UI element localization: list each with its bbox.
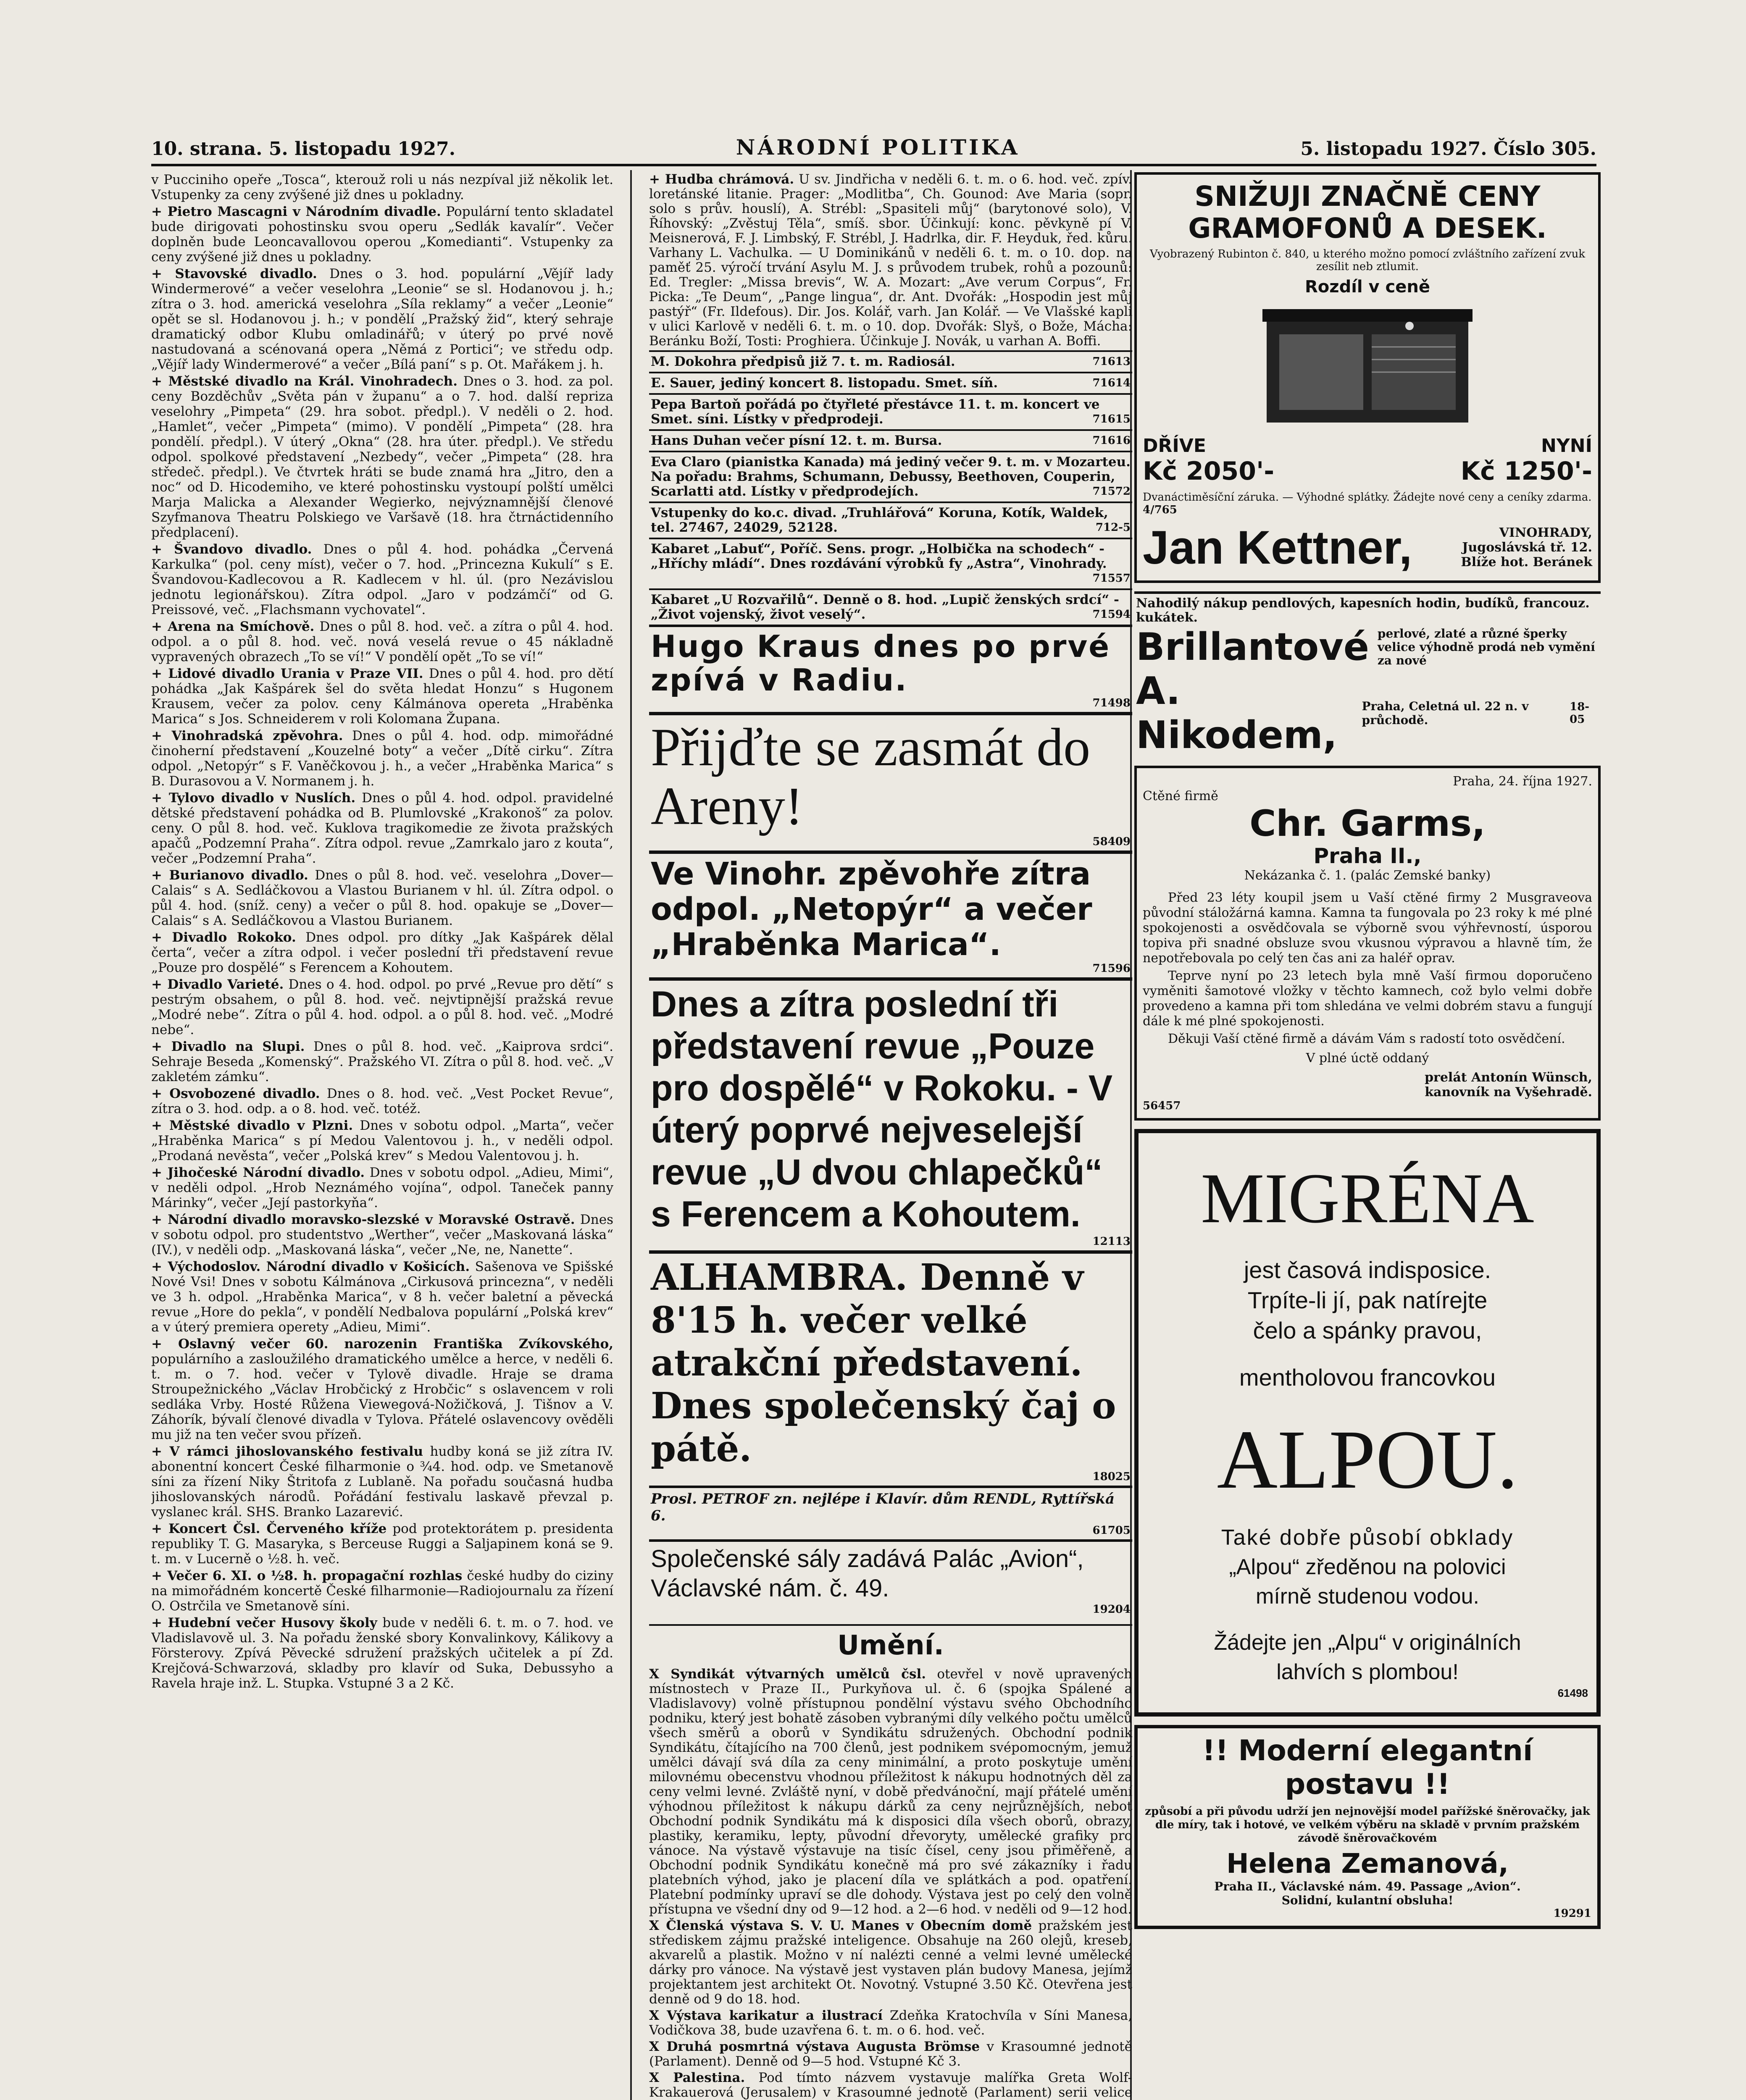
small-ad: [649, 501, 1132, 538]
small-ad: [649, 429, 1132, 451]
alhambra-ad: [649, 1250, 1132, 1486]
notice-heading: + Městské divadlo na Král. Vinohradech.: [151, 374, 458, 389]
theatre-notice: [151, 1086, 613, 1116]
petrof-ad-text: Prosl. PETROF zn. nejlépe i Klavír. dům RENDL, Ryttířská 6.: [651, 1491, 1115, 1524]
migrena-line: lahvích s plombou!: [1276, 1660, 1459, 1684]
notice-text: Dnes o půl 4. hod. pro dětí pohádka „Jak Kašpárek šel do světa hledat Honzu“ s Hugonem Krausem, večer za polov. ceny Kálmánova opereta „Hraběnka Marica“ s Jos. Schneiderem v roli Kolomana Župana.: [151, 666, 613, 727]
notice-text: U sv. Jindřicha v neděli 6. t. m. o 6. hod. več. zpív. loretánské litanie. Prager: „Modlitba“, Ch. Gounod: Ave Maria (sopr. solo s prův. houslí), A. Strébl: „Spasiteli můj“ (barytonové solo), V. Říhovský: „Zvěstuj Těla“, smíš. sbor. Účinkují: konc. pěvkyně pí V. Meisnerová, F. J. Limbský, F. Strébl, J. Hadrlka, dir. F. Heyduk, řed. kůru. Varhany L. Vachulka. — U Dominikánů v neděli 6. t. m. o 10. dop. na paměť 25. výročí trvání Asylu M. J. s průvodem trubek, rohů a pozounů: Ed. Tregler: „Missa brevis“, W. A. Mozart: „Ave verum Corpus“, Fr. Picka: „Te Deum“, „Pange lingua“, dr. Ant. Dvořák: „Hospodin jest můj pastýř“ (Fr. Ildefous). Dir. Jos. Kolář, varh. Jan Kolář. — Ve Vlašské kapli v ulici Karlově v neděli 6. t. m. o 10. dop. Dvořák: Slyš, o Bože, Mácha: Beránku Boží, Tosti: Proghiera. Účinkuje J. Novák, u varhan A. Boffi.: [649, 172, 1132, 349]
zemanova-text: způsobí a při původu udrží jen nejnovější model pařížské šněrovačky, jak dle míry, tak i hotové, ve velkém výběru na skladě v prvním pražském závodě šněrovačkovém: [1145, 1805, 1590, 1845]
column-rule: [630, 170, 632, 2100]
notice-heading: X Druhá posmrtná výstava Augusta Brömse: [649, 2039, 980, 2054]
ads-column: [1134, 172, 1601, 2100]
gram-warranty: Dvanáctiměsíční záruka. — Výhodné splátky. Žádejte nové ceny a ceníky zdarma.: [1143, 491, 1592, 504]
small-ad-text: Kabaret „Labuť“, Poříč. Sens. progr. „Holbička na schodech“ - „Hříchy mládí“. Dnes rozdávání výrobků fy „Astra“, Vinohrady.: [651, 541, 1107, 571]
garms-city: Praha II.,: [1313, 844, 1422, 868]
garms-name: Chr. Garms,: [1249, 803, 1486, 845]
masthead: NÁRODNÍ POLITIKA: [736, 135, 1020, 160]
ad-code: 56457: [1143, 1100, 1181, 1112]
zemanova-ad: [1134, 1725, 1601, 1929]
notice-text: otevřel v nově upravených místnostech v Praze II., Purkyňova ul. č. 6 (spojka Spálené a Vladislavovy) volně přístupnou pondělní výstavu svého Obchodního podniku, který jest bohatě zásoben vybranými díly velkého počtu umělců všech směrů a oborů v Syndikátu sdružených. Obchodní podnik Syndikátu, čítajícího na 700 členů, jest podnikem svépomocným, jemuž umělci dávají svá díla za ceny minimální, a proto poskytuje umění milovnému obecenstvu vhodnou příležitost k nákupu hodnotných děl za ceny velmi levné. Zvláště nyní, v době předvánoční, mají přátelé umění výhodnou příležitost k nákupu dárků za ceny nejrůznějších, neboť Obchodní podnik Syndikátu má k disposici díla všech oborů, obrazy, plastiky, keramiku, lepty, původní dřevoryty, umělecké grafiky pro vánoce. Na výstavě výstavuje na tisíc čísel, ceny jsou přiměřeně, a Obchodní podnik Syndikátu konečně má pro své zákazníky i řadu platebních výhod, jako je placení díla ve splátkách a pod. opatření. Platební podmínky upraví se dle dohody. Výstava jest po celý den volně přístupna ve všední dny od 9—12 hod. a 2—6 hod. v neděli od 9—12 hod.: [649, 1667, 1132, 1917]
small-ad-text: E. Sauer, jediný koncert 8. listopadu. Smet. síň.: [651, 375, 998, 391]
garms-body: Před 23 léty koupil jsem u Vaší ctěné firmy 2 Musgraveova původní stáložárná kamna. Kamna ta fungovala po 23 roky k mé plné spokojenosti a osvědčovala se výborně svou výhřevností, úsporou topiva při snadné obsluze svou vkusnou výpravou a hlavně tím, že nepotřebovala po celý ten čas ani za haléř oprav.: [1143, 890, 1592, 966]
notice-heading: + Městské divadlo v Plzni.: [151, 1118, 353, 1133]
notice-heading: X Výstava karikatur a ilustrací: [649, 2008, 883, 2023]
small-ad: [649, 350, 1132, 372]
notice-text: Pod tímto názvem vystavuje malířka Greta Wolf-Krakauerová (Jerusalem) v Krasoumné jednotě (Parlament) serii velice: [649, 2070, 1132, 2100]
art-notice: [649, 2040, 1132, 2069]
zemanova-address: Praha II., Václavské nám. 49. Passage „Avion“.: [1214, 1880, 1521, 1893]
kettner-address: Jugoslávská tř. 12.: [1462, 540, 1592, 555]
avion-ad: [649, 1539, 1132, 1618]
kettner-address: VINOHRADY,: [1499, 525, 1592, 540]
notice-text: Dnes v sobotu odpol. „Marta“, večer „Hraběnka Marica“ s pí Medou Valentovou j. h., v neděli odpol. „Prodaná nevěsta“, večer „Polská krev“ s Medou Valentovou j. h.: [151, 1118, 613, 1163]
notice-text: hudby koná se již zítra IV. abonentní koncert České filharmonie o ¾4. hod. odp. ve Smetanově síni za řízení Niky Štritofa z Lublaně. Na pořadu současná hudba jihoslovanských národů. Pořádání festivalu laskavě převzal p. vyslanec král. SHS. Branko Lazarević.: [151, 1444, 613, 1520]
notice-heading: + Východoslov. Národní divadlo v Košicích.: [151, 1259, 470, 1274]
notice-heading: + Hudební večer Husovy školy: [151, 1615, 377, 1630]
notice-text: bude v neděli 6. t. m. o 7. hod. ve Vladislavově ul. 3. Na pořadu ženské sbory Konvalinkovy, Kálikovy a Försterovy. Zpívá Pěvecké sdružení pražských učitelek a pí Zd. Krejčová-Schwarzová, skladby pro klavír od Suka, Debussyho a Ravela hraje inž. L. Stupka. Vstupné 3 a 2 Kč.: [151, 1615, 613, 1691]
notice-heading: X Palestina.: [649, 2070, 745, 2085]
notice-heading: + Divadlo Rokoko.: [151, 930, 296, 945]
small-ad: [649, 451, 1132, 501]
ad-code: 12113: [1092, 1235, 1131, 1248]
netopyr-ad-text: Ve Vinohr. zpěvohře zítra odpol. „Netopýr“ a večer „Hraběnka Marica“.: [651, 856, 1092, 963]
migrena-title: MIGRÉNA: [1201, 1159, 1534, 1238]
ad-code: 18025: [1092, 1470, 1131, 1483]
theatre-notice: [151, 1444, 613, 1520]
header-right: 5. listopadu 1927. Číslo 305.: [1300, 138, 1596, 160]
theatre-notice: [151, 172, 613, 202]
nikodem-name: A. Nikodem,: [1136, 669, 1337, 757]
rokoko-ad: [649, 977, 1132, 1250]
ad-code: 71594: [1092, 608, 1131, 621]
notice-heading: + Hudba chrámová.: [649, 172, 794, 187]
small-ad-text: Pepa Bartoň pořádá po čtyřleté přestávce 11. t. m. koncert ve Smet. síni. Lístky v předprodeji.: [651, 397, 1100, 427]
ad-code: 71615: [1092, 413, 1131, 425]
rokoko-ad-text: Dnes a zítra poslední tři představení revue „Pouze pro dospělé“ v Rokoku. - V úterý poprvé nejveselejší revue „U dvou chlapečků“ s Ferencem a Kohoutem.: [651, 984, 1113, 1234]
notice-heading: + Burianovo divadlo.: [151, 868, 308, 883]
alhambra-ad-text: ALHAMBRA. Denně v 8'15 h. večer velké atrakční představení. Dnes společenský čaj o pátě.: [651, 1256, 1116, 1470]
art-notice: [649, 2071, 1132, 2100]
ad-code: 71572: [1092, 485, 1131, 498]
migrena-line: Také dobře působí obklady: [1221, 1525, 1514, 1550]
small-ad-text: Kabaret „U Rozvařilů“. Denně o 8. hod. „Lupič ženských srdcí“ - „Život vojenský, život veselý“.: [651, 592, 1119, 622]
notice-text: Dnes o půl 4. hod. pohádka „Červená Karkulka“ (pol. ceny míst), večer o 7. hod. „Princezna Kukulí“ s E. Švandovou-Kadlecovou a R. Kadlecem v hl. úl. (pro Nezávislou jednotu legionářskou). Zítra odpol. „Jaro v podzámčí“ od G. Preissové, več. „Flachsmann vychovatel“.: [151, 542, 613, 617]
notice-heading: + Oslavný večer 60. narozenin Františka Zvíkovského,: [151, 1336, 613, 1352]
small-ad: [649, 372, 1132, 393]
notice-text: populárního a zasloužilého dramatického umělce a herce, v neděli 6. t. m. o 7. hod. večer v Tylově divadle. Hraje se drama Stroupežnického „Václav Hrobčický z Hrobčic“ s oslavencem v roli sedláka Vrby. Hosté Růžena Viewegová-Nožičková, J. Tišnov a V. Záhorík, bývalí členové divadla v Tylova. Přátelé oslavencovy ověděli mu již na ten večer svou přízeň.: [151, 1352, 613, 1442]
notice-text: Dnes o půl 8. hod. več. veselohra „Dover—Calais“ s A. Sedláčkovou a Vlastou Burianem v hl. úl. Zítra odpol. o půl 4. hod. (sníž. ceny) a večer o půl 8. hod. opakuje se „Dover—Calais“ s A. Sedláčkovou a Vlastou Burianem.: [151, 868, 613, 928]
theatre-notice: [151, 1521, 613, 1567]
notice-heading: + Národní divadlo moravsko-slezské v Moravské Ostravě.: [151, 1212, 575, 1227]
notice-heading: + Koncert Čsl. Červeného kříže: [151, 1521, 387, 1536]
gram-title: SNIŽUJI ZNAČNĚ CENY GRAMOFONŮ A DESEK.: [1188, 180, 1547, 244]
small-ad: [649, 393, 1132, 429]
church-music-notice: [649, 172, 1132, 349]
notice-text: Dnes v sobotu odpol. „Adieu, Mimi“, v neděli odpol. „Hrob Neznámého vojína“, odpol. Taneček panny Márinky“, večer „Její pastorkyňa“.: [151, 1165, 613, 1210]
migrena-line: „Alpou“ zředěnou na polovici: [1229, 1555, 1506, 1579]
notice-heading: X Členská výstava S. V. U. Manes v Obecním domě: [649, 1918, 1032, 1933]
header-left: 10. strana. 5. listopadu 1927.: [151, 138, 456, 160]
music-ads-column: [649, 172, 1132, 2100]
ad-code: 71613: [1092, 355, 1131, 368]
garms-signature: kanovník na Vyšehradě.: [1425, 1085, 1592, 1100]
theatre-column: [151, 172, 613, 2100]
migrena-line: Trpíte-li jí, pak natírejte: [1247, 1287, 1488, 1313]
theatre-notice: [151, 728, 613, 789]
garms-signature: prelát Antonín Wünsch,: [1425, 1070, 1592, 1085]
ad-code: 58409: [1092, 835, 1131, 848]
notice-text: Zdeňka Kratochvíla v Síni Manesa, Vodičkova 38, bude uzavřena 6. t. m. o 6. hod. več.: [649, 2008, 1132, 2038]
arena-ad: [649, 712, 1132, 850]
garms-body: Děkuji Vaší ctěné firmě a dávám Vám s radostí toto osvědčení.: [1168, 1032, 1565, 1046]
notice-heading: + Vinohradská zpěvohra.: [151, 728, 343, 743]
notice-text: Sašenova ve Spišské Nové Vsi! Dnes v sobotu Kálmánova „Cirkusová princezna“, v neděli ve 3 h. odpol. „Hraběnka Marica“, v 8 h. večer baletní a pěvecká revue „Hore do pekla“, v pondělí Nedbalova populární „Polská krev“ a v úterý premiera operety „Adieu, Mimi“.: [151, 1259, 613, 1335]
kettner-address: Blíže hot. Beránek: [1461, 555, 1592, 570]
notice-text: pražském jest střediskem zájmu pražské inteligence. Obsahuje na 260 olejů, kreseb, akvarelů a plastik. Možno v ní nalézti cenné a velmi levné umělecké dárky pro vánoce. Na výstavě jest vystaven plán budovy Manesa, jejímž projektantem jest architekt Ot. Novotný. Vstupné 3.50 Kč. Otevřena jest denně od 9 do 18. hod.: [649, 1918, 1132, 2007]
ad-code: 19204: [1092, 1603, 1131, 1616]
notice-text: Dnes o 3. hod. populární „Vějíř lady Windermerové“ a večer veselohra „Leonie“ se sl. Hodanovou j. h.; zítra o 3. hod. americká veselohra „Síla reklamy“ a večer „Leonie“ opět se sl. Hodanovou j. h.; v pondělí „Pražský žid“, který sehraje dramatický odbor Klubu omladinářů; v úterý po prvé nově nastudovaná a scénovaná opera „Němá z Portici“; ve středu odp. „Vějíř lady Windermerové“ a večer „Bílá paní“ s p. Ot. Mařákem j. h.: [151, 266, 613, 372]
ad-code: 61498: [1557, 1687, 1588, 1699]
garms-testimonial: [1134, 766, 1601, 1121]
notice-heading: + Tylovo divadlo v Nuslích.: [151, 790, 356, 806]
price-now: Kč 1250'-: [1460, 457, 1592, 486]
notice-heading: + Osvobozené divadlo.: [151, 1086, 320, 1101]
notice-heading: + Švandovo divadlo.: [151, 542, 312, 557]
theatre-notice: [151, 930, 613, 975]
notice-text: v Krasoumné jednotě (Parlament). Denně od 9—5 hod. Vstupné Kč 3.: [649, 2039, 1132, 2069]
kraus-ad-text: Hugo Kraus dnes po prvé zpívá v Radiu.: [651, 629, 1111, 698]
gram-diff: Rozdíl v ceně: [1305, 277, 1430, 297]
ad-code: 19291: [1553, 1907, 1591, 1920]
migrena-ad: [1134, 1129, 1601, 1717]
notice-heading: + Divadlo na Slupi.: [151, 1039, 305, 1054]
garms-salutation: Ctěné firmě: [1143, 789, 1218, 803]
migrena-line: jest časová indisposice.: [1244, 1257, 1491, 1283]
ad-code: 712-5: [1095, 521, 1131, 534]
notice-heading: + Večer 6. XI. o ½8. h. propagační rozhlas: [151, 1568, 463, 1583]
theatre-notice: [151, 1568, 613, 1614]
theatre-notice: [151, 542, 613, 617]
notice-text: české hudby do ciziny na mimořádném koncertě České filharmonie—Radiojournalu za řízení O. Ostrčila ve Smetanově síni.: [151, 1568, 613, 1614]
price-before: Kč 2050'-: [1143, 457, 1275, 486]
zemanova-name: Helena Zemanová,: [1226, 1848, 1509, 1880]
garms-closing: V plné úctě oddaný: [1306, 1051, 1429, 1066]
cabinet-door: [1279, 334, 1363, 410]
notice-text: Dnes o půl 4. hod. odpol. pravidelné dětské představení pohádka od B. Plumlovské „Krakonoš“ za polov. ceny. O půl 8. hod. več. Kuklova tragikomedie ze života pražských apačů „Podzemní Praha“. Zítra odpol. revue „Zamrkalo jaro z kouta“, večer „Podzemní Praha“.: [151, 790, 613, 866]
theatre-notice: [151, 619, 613, 664]
ad-code: 71614: [1092, 377, 1131, 389]
ad-code: 18-05: [1570, 701, 1590, 726]
notice-heading: + Pietro Mascagni v Národním divadle.: [151, 204, 441, 219]
migrena-line: mentholovou francovkou: [1239, 1364, 1496, 1391]
kettner-name: Jan Kettner,: [1143, 521, 1412, 574]
garms-address: Nekázanka č. 1. (palác Zemské banky): [1244, 868, 1491, 883]
notice-text: Dnes o 8. hod. več. „Vest Pocket Revue“, zítra o 3. hod. odp. a o 8. hod. več. totéž.: [151, 1086, 613, 1116]
theatre-notice: [151, 266, 613, 372]
avion-ad-text: Společenské sály zadává Palác „Avion“, Václavské nám. č. 49.: [651, 1545, 1084, 1602]
small-ad-text: Eva Claro (pianistka Kanada) má jediný večer 9. t. m. v Mozarteu. Na pořadu: Brahms, Schumann, Debussy, Beethoven, Couperin, Scarlatti atd. Lístky v předprodejích.: [651, 454, 1131, 499]
price-before-label: DŘÍVE: [1143, 435, 1206, 457]
notice-heading: + Stavovské divadlo.: [151, 266, 317, 281]
art-notice: [649, 1667, 1132, 1917]
petrof-ad: [649, 1486, 1132, 1539]
notice-text: v Pucciniho opeře „Tosca“, kterouž roli u nás nezpíval již několik let. Vstupenky za ceny zvýšené již dnes u pokladny.: [151, 172, 613, 202]
theatre-notice: [151, 1336, 613, 1442]
notice-text: Populární tento skladatel bude dirigovati pohostinsku svou operu „Sedlák kavalír“. Večer doplněn bude Leoncavallovou operou „Komedianti“. Vstupenky za ceny zvýšené již dnes u pokladny.: [151, 204, 613, 265]
notice-text: Dnes o půl 8. hod. več. a zítra o půl 4. hod. odpol. a o půl 8. hod. več. nová veselá revue o 45 nákladně vypravených obrazech „To se ví!“ V pondělí opět „To se ví!“: [151, 619, 613, 664]
notice-heading: + V rámci jihoslovanského festivalu: [151, 1444, 423, 1459]
theatre-notice: [151, 1039, 613, 1084]
small-ad-text: M. Dokohra předpisů již 7. t. m. Radiosál.: [651, 354, 955, 369]
nikodem-text: Nahodilý nákup pendlových, kapesních hodin, budíků, francouz. kukátek.: [1136, 596, 1590, 625]
notice-heading: X Syndikát výtvarných umělců čsl.: [649, 1667, 926, 1682]
page-header: [151, 134, 1596, 166]
gram-warranty-row: [1143, 491, 1592, 516]
theatre-notice: [151, 666, 613, 727]
zemanova-tail: Solidní, kulantní obsluha!: [1281, 1893, 1454, 1907]
migrena-line: Žádejte jen „Alpu“ v originálních: [1214, 1630, 1521, 1655]
zemanova-title: !! Moderní elegantní postavu !!: [1202, 1734, 1533, 1801]
gram-subtitle: Vyobrazený Rubinton č. 840, u kterého možno pomocí zvláštního zařízení zvuk zesílit neb ztlumit.: [1149, 248, 1586, 273]
garms-date: Praha, 24. října 1927.: [1453, 774, 1592, 789]
migrena-line: čelo a spánky pravou,: [1253, 1317, 1482, 1344]
ad-code: 71557: [1092, 572, 1131, 585]
ad-code: 71498: [1092, 697, 1131, 709]
notice-text: Dnes o 3. hod. za pol. ceny Bozděchův „Světa pán v županu“ a o 7. hod. další repriza veselohry „Pimpeta“ (29. hra sobot. předpl.). V neděli o 2. hod. „Hamlet“, večer „Pimpeta“ (mimo). V pondělí „Pimpeta“ (28. hra pondělí. předpl.). V úterý „Okna“ (28. hra úter. předpl.). Ve středu odpol. spolkové představení „Nezbedy“, večer „Pimpeta“ (28. hra středeč. předpl.). Ve čtvrtek hráti se bude znamá hra „Jitro, den a noc“ od D. Hicodemiho, ve které pohostinsku vystoupí polští umělci Marja Malicka a Alexander Wegierko, nejvýznamnější členové Szyfmanova Theatru Polskiego ve Varšavě (18. hra čtrnáctidenního předplacení).: [151, 374, 613, 540]
theatre-notice: [151, 1259, 613, 1335]
ad-code: 71616: [1092, 434, 1131, 447]
theatre-notice: [151, 977, 613, 1037]
theatre-notice: [151, 1118, 613, 1163]
cabinet-lid: [1262, 309, 1473, 322]
theatre-notice: [151, 204, 613, 265]
gramophone-illustration: [1250, 301, 1485, 431]
art-notice: [649, 1919, 1132, 2007]
nikodem-address: Praha, Celetná ul. 22 n. v průchodě.: [1362, 699, 1529, 727]
theatre-notice: [151, 374, 613, 540]
theatre-notice: [151, 1615, 613, 1691]
theatre-notice: [151, 868, 613, 928]
notice-text: Dnes o půl 8. hod. več. „Kaiprova srdci“. Sehraje Beseda „Komenský“. Pražského VI. Zítra o půl 8. hod. več. „V zakletém zámku“.: [151, 1039, 613, 1084]
theatre-notice: [151, 1165, 613, 1210]
kraus-ad: [649, 625, 1132, 712]
ad-code: 61705: [1092, 1524, 1131, 1537]
theatre-notice: [151, 790, 613, 866]
nikodem-ad: [1134, 591, 1601, 760]
gramophone-ad: [1134, 172, 1601, 583]
nikodem-perl: perlové, zlaté a různé šperky velice výhodně prodá neb vymění za nové: [1377, 626, 1595, 667]
notice-heading: + Lidové divadlo Urania v Praze VII.: [151, 666, 423, 681]
theatre-notice: [151, 1212, 613, 1257]
small-ad-text: Vstupenky do ko.c. divad. „Truhlářová“ Koruna, Kotík, Waldek, tel. 27467, 24029, 52128.: [651, 505, 1108, 535]
ad-code: 4/765: [1143, 504, 1177, 516]
price-now-label: NYNÍ: [1541, 435, 1592, 457]
ad-code: 71596: [1092, 962, 1131, 975]
notice-heading: + Arena na Smíchově.: [151, 619, 315, 634]
small-ad-text: Hans Duhan večer písní 12. t. m. Bursa.: [651, 433, 942, 448]
migrena-line: mírně studenou vodou.: [1256, 1584, 1479, 1609]
notice-text: Dnes v sobotu odpol. pro studentstvo „Werther“, večer „Maskovaná láska“ (IV.), v neděli odp. „Maskovaná láska“, večer „Ne, ne, Nanette“.: [151, 1212, 613, 1257]
nikodem-brill: Brillantové: [1136, 625, 1369, 669]
notice-text: pod protektorátem p. presidenta republiky T. G. Masaryka, s Berceuse Ruggi a Saljapinem koná se 9. t. m. v Lucerně o ½8. h. več.: [151, 1521, 613, 1567]
arena-ad-text: Přijďte se zasmát do Areny!: [651, 717, 1091, 836]
notice-text: Dnes o 4. hod. odpol. po prvé „Revue pro dětí“ s pestrým obsahem, o půl 8. hod. več. nejvtipnější pražská revue „Modré nebe“. Zítra o půl 4. hod. odpol. a o půl 8. hod. več. „Modré nebe“.: [151, 977, 613, 1037]
art-notice: [649, 2008, 1132, 2038]
notice-text: Dnes o půl 4. hod. odp. mimořádné činoherní představení „Kouzelné boty“ a večer „Dítě cirku“. Zítra odpol. „Netopýr“ s F. Vaněčkovou j. h., a večer „Hraběnka Marica“ s B. Durasovou a V. Normanem j. h.: [151, 728, 613, 789]
notice-heading: + Jihočeské Národní divadlo.: [151, 1165, 365, 1180]
garms-body: Teprve nyní po 23 letech byla mně Vaší firmou doporučeno vyměniti šamotové vložky v těchto kamnech, což bylo velmi dobře provedeno a kamna při tom shledána ve velmi dobrém stavu a fungují dále k mé plné spokojenosti.: [1143, 969, 1592, 1029]
small-ad: [649, 538, 1132, 588]
art-section-title: Umění.: [649, 1624, 1132, 1661]
small-ad: [649, 588, 1132, 625]
notice-text: Dnes odpol. pro dítky „Jak Kašpárek dělal čerta“, večer a zítra odpol. i večer poslední tři představení revue „Pouze pro dospělé“ s Ferencem a Kohoutem.: [151, 930, 613, 975]
notice-heading: + Divadlo Varieté.: [151, 977, 284, 992]
netopyr-ad: [649, 850, 1132, 977]
migrena-product: ALPOU.: [1217, 1413, 1518, 1506]
